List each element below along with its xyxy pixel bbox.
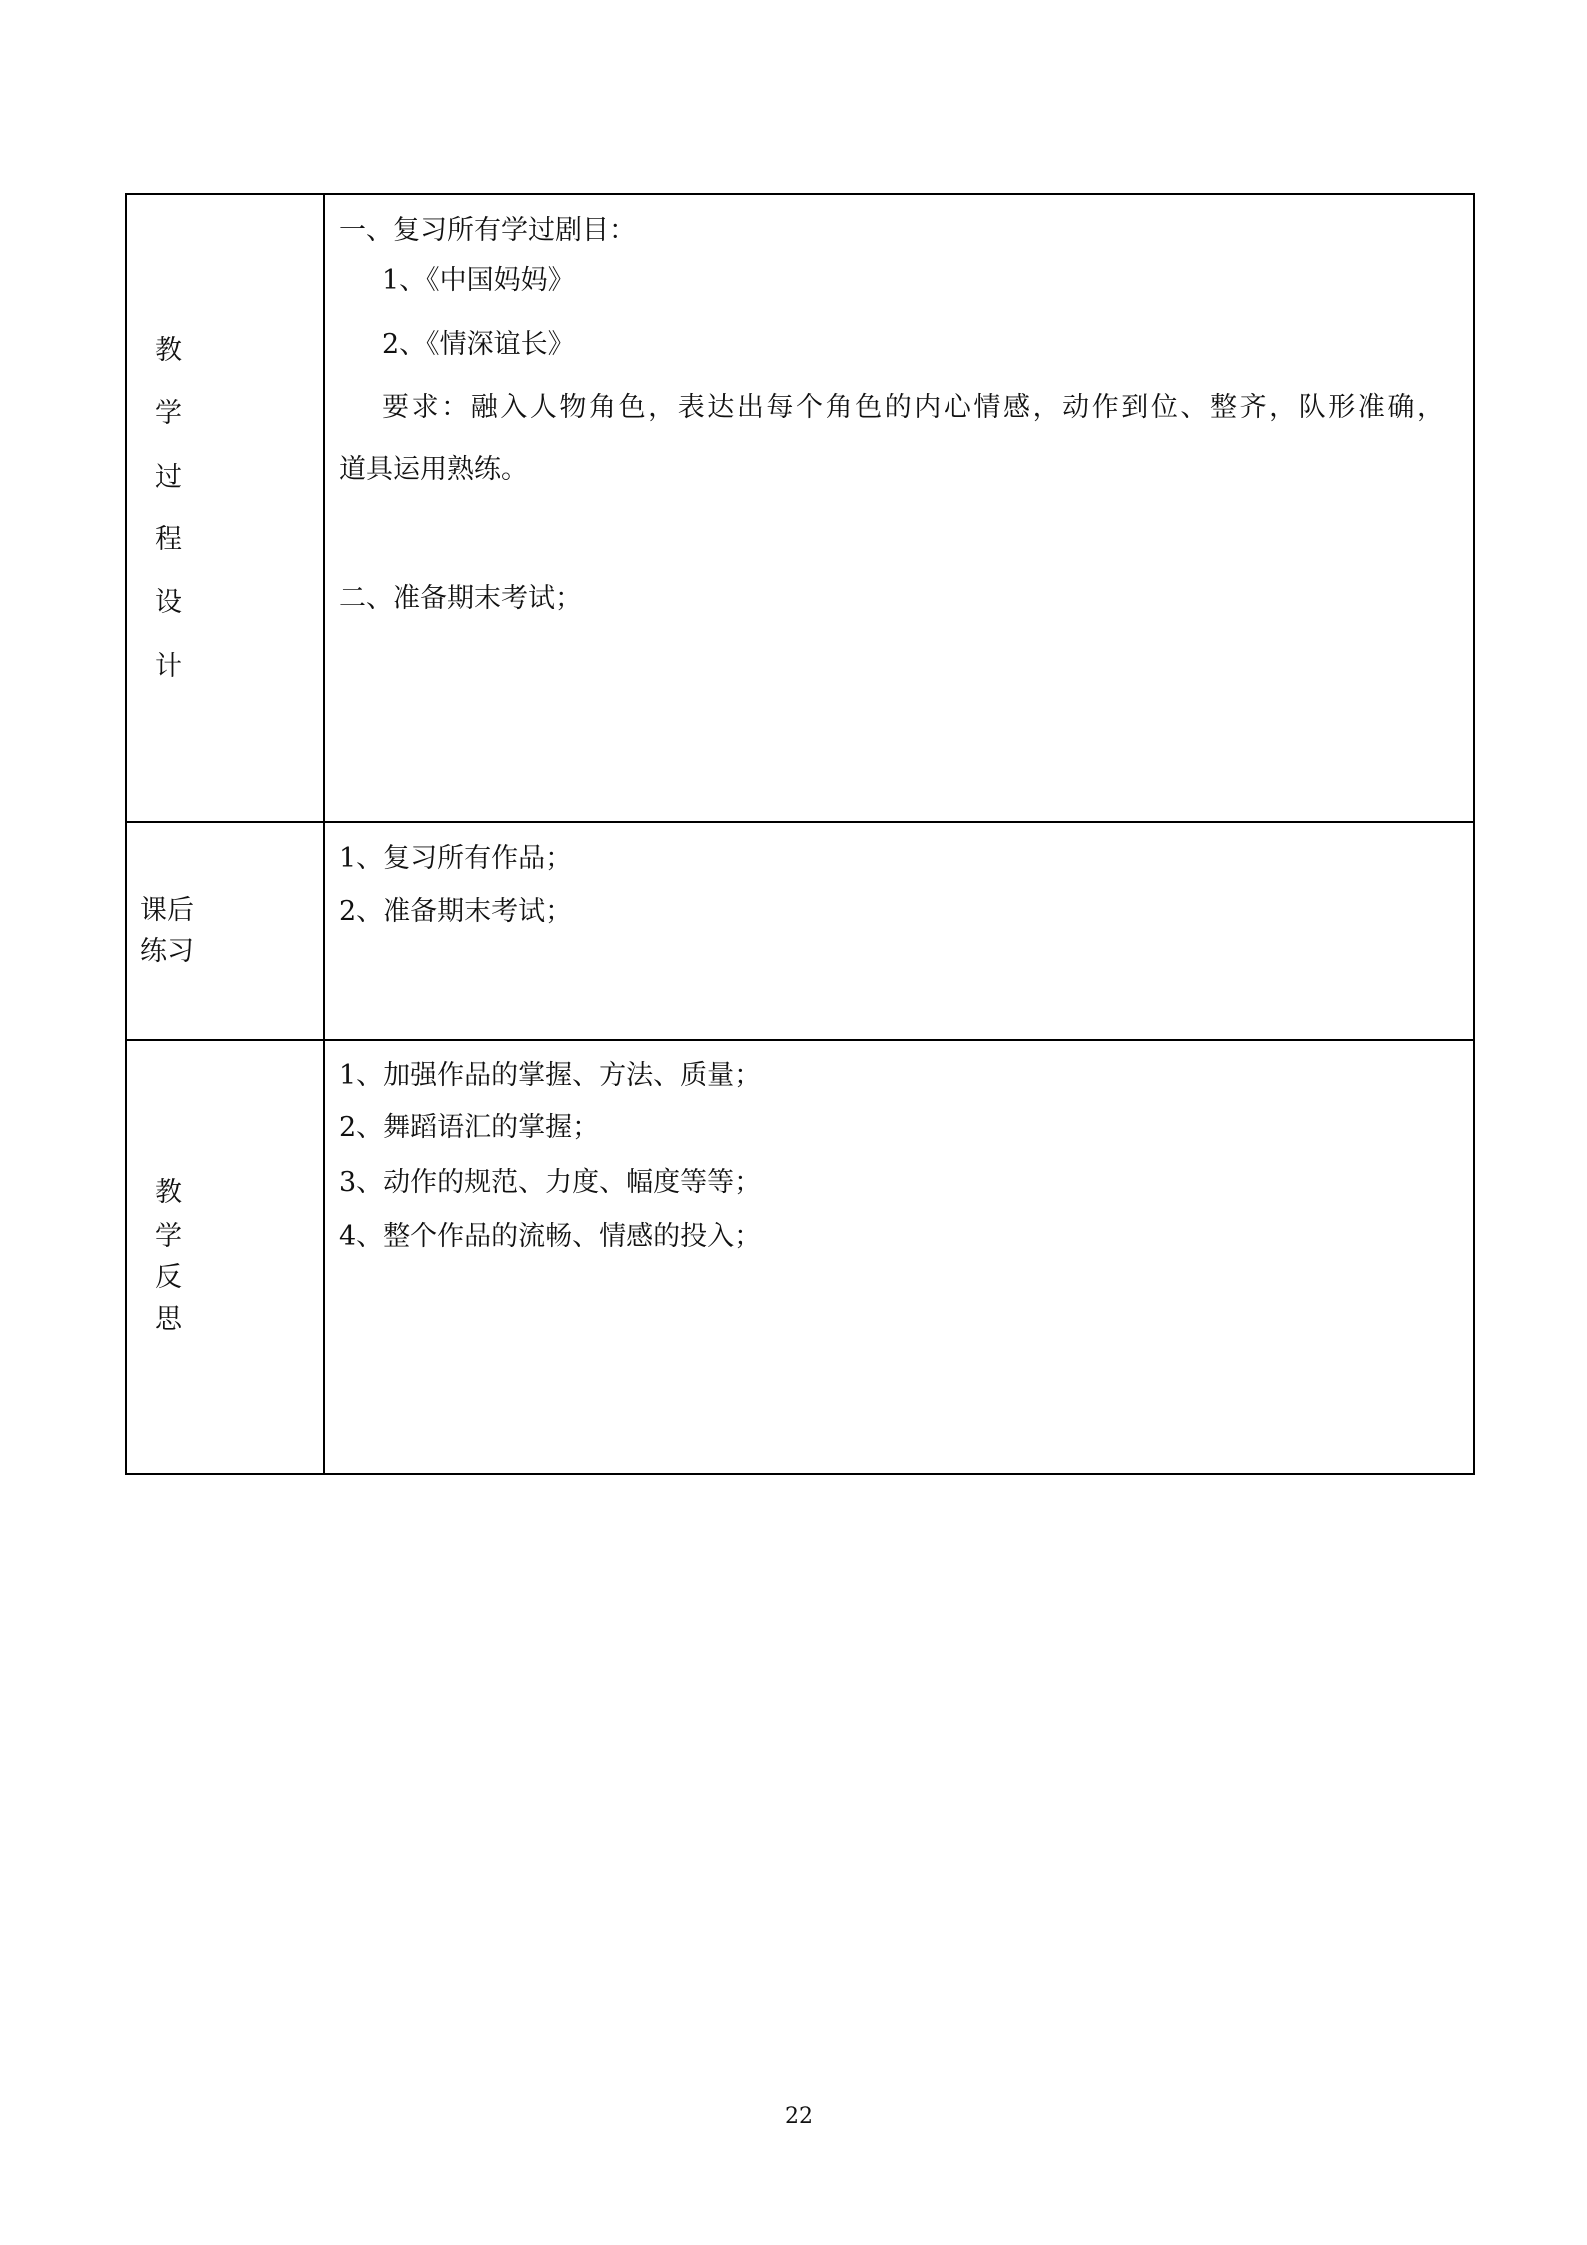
column-divider <box>323 193 325 1475</box>
label-char: 程 <box>155 524 182 555</box>
table-border <box>125 193 1475 195</box>
section-heading: 一、复习所有学过剧目： <box>339 215 636 246</box>
label-char: 过 <box>155 462 182 493</box>
label-char: 学 <box>155 398 182 429</box>
row-divider <box>125 1039 1475 1041</box>
list-item: 1、加强作品的掌握、方法、质量； <box>339 1060 762 1091</box>
section-heading: 二、准备期末考试； <box>339 583 582 614</box>
label-char: 教 <box>155 1177 182 1208</box>
list-item: 1、复习所有作品； <box>339 843 573 874</box>
label-char: 学 <box>155 1221 182 1252</box>
list-item: 4、整个作品的流畅、情感的投入； <box>339 1221 762 1252</box>
table-border <box>125 1473 1475 1475</box>
label-line: 课后 <box>140 895 194 926</box>
label-char: 教 <box>155 335 182 366</box>
list-item: 2、舞蹈语汇的掌握； <box>339 1112 600 1143</box>
list-item: 1、《中国妈妈》 <box>382 265 575 296</box>
label-char: 思 <box>155 1304 182 1335</box>
list-item: 2、准备期末考试； <box>339 896 573 927</box>
label-char: 设 <box>155 587 182 618</box>
label-line: 练习 <box>140 936 194 967</box>
label-char: 计 <box>155 651 182 682</box>
page-number: 22 <box>785 2104 813 2129</box>
table-border <box>1473 193 1475 1475</box>
list-item: 2、《情深谊长》 <box>382 329 575 360</box>
requirement-text: 要求：融入人物角色，表达出每个角色的内心情感，动作到位、整齐，队形准确， <box>382 392 1444 423</box>
requirement-text-cont: 道具运用熟练。 <box>339 454 528 485</box>
list-item: 3、动作的规范、力度、幅度等等； <box>339 1167 762 1198</box>
table-border <box>125 193 127 1475</box>
label-char: 反 <box>155 1262 182 1293</box>
row-divider <box>125 821 1475 823</box>
